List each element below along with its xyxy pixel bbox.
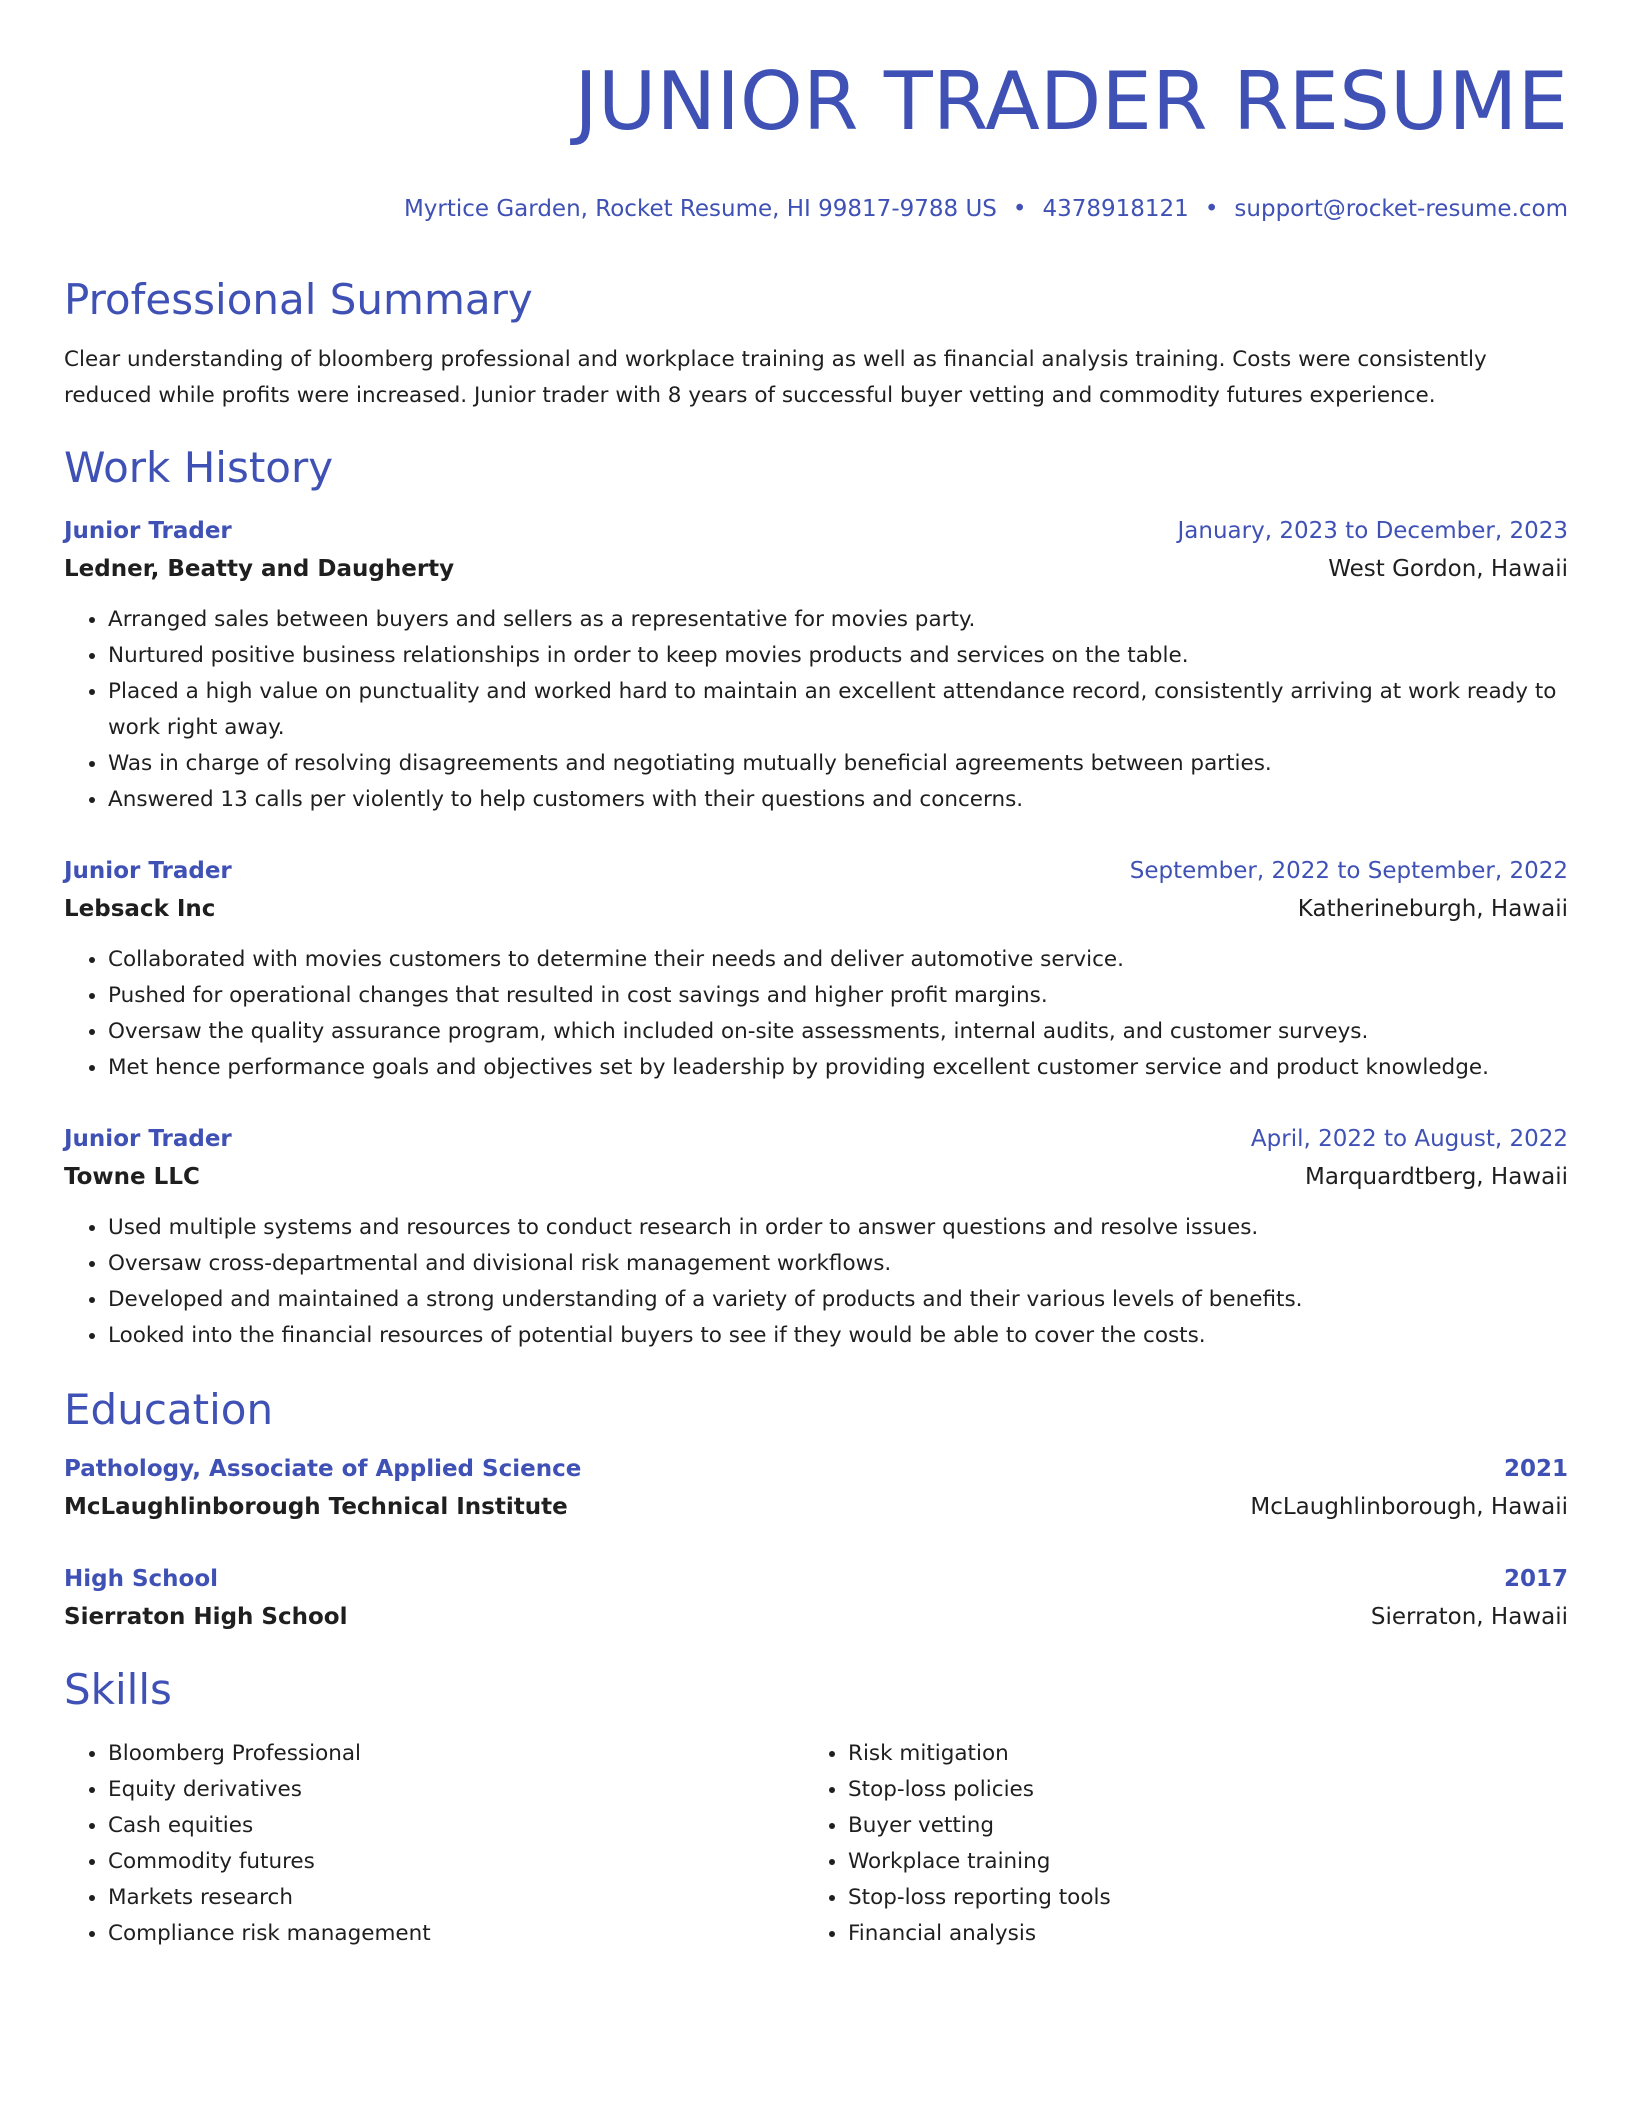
job-bullet: • Used multiple systems and resources to conduct research in order to answer questions and resolve issues.: [108, 1210, 1568, 1246]
job-bullet: • Pushed for operational changes that resulted in cost savings and higher profit margins.: [108, 978, 1568, 1014]
job-location: Marquardtberg, Hawaii: [1304, 1164, 1568, 1190]
education-degree-row: [64, 1560, 1568, 1598]
job-bullets: [64, 1210, 1568, 1354]
education-year: 2021: [1503, 1456, 1568, 1482]
skill-item: • Cash equities: [108, 1808, 804, 1844]
contact-separator: •: [1204, 196, 1219, 222]
summary-heading: Professional Summary: [64, 275, 533, 324]
job-bullet: • Was in charge of resolving disagreements and negotiating mutually beneficial agreements between parties.: [108, 746, 1568, 782]
education-school-row: [64, 1598, 1568, 1636]
skill-item: • Stop-loss reporting tools: [848, 1880, 1544, 1916]
job-bullet: • Collaborated with movies customers to determine their needs and deliver automotive service.: [108, 942, 1568, 978]
job-bullet: • Arranged sales between buyers and sellers as a representative for movies party.: [108, 602, 1568, 638]
job-bullet: • Placed a high value on punctuality and worked hard to maintain an excellent attendance record, consistently arriving at work ready to work right away.: [108, 674, 1568, 746]
skill-item: • Markets research: [108, 1880, 804, 1916]
education-school: McLaughlinborough Technical Institute: [64, 1494, 568, 1520]
skill-item: • Equity derivatives: [108, 1772, 804, 1808]
education-degree: High School: [64, 1566, 219, 1592]
skill-item: • Bloomberg Professional: [108, 1736, 804, 1772]
resume-title: JUNIOR TRADER RESUME: [574, 55, 1568, 148]
contact-separator: •: [1012, 196, 1027, 222]
education-heading: Education: [64, 1385, 274, 1434]
job-title-row: [64, 852, 1568, 890]
contact-address: Myrtice Garden, Rocket Resume, HI 99817-9788 US: [403, 196, 997, 222]
skills-column-left: [64, 1736, 804, 1952]
skill-item: • Compliance risk management: [108, 1916, 804, 1952]
job-location: Katherineburgh, Hawaii: [1297, 896, 1568, 922]
skills-list: [64, 1736, 1568, 1952]
job-company-row: [64, 890, 1568, 928]
job-bullet: • Looked into the financial resources of potential buyers to see if they would be able to cover the costs.: [108, 1318, 1568, 1354]
education-school: Sierraton High School: [64, 1604, 348, 1630]
job-bullet: • Met hence performance goals and objectives set by leadership by providing excellent customer service and product knowledge.: [108, 1050, 1568, 1086]
job-company-row: [64, 1158, 1568, 1196]
job-title-row: [64, 512, 1568, 550]
job-bullet: • Answered 13 calls per violently to help customers with their questions and concerns.: [108, 782, 1568, 818]
job-dates: January, 2023 to December, 2023: [1177, 518, 1568, 544]
education-entry: [64, 1450, 1568, 1526]
skill-item: • Financial analysis: [848, 1916, 1544, 1952]
summary-text: Clear understanding of bloomberg professional and workplace training as well as financial analysis training. Costs were consistently reduced while profits were increased. Junior trader with 8 years of successful buyer vetting and commodity futures experience.: [64, 347, 1487, 408]
job-bullets: [64, 942, 1568, 1086]
education-location: Sierraton, Hawaii: [1370, 1604, 1568, 1630]
education-degree-row: [64, 1450, 1568, 1488]
job-role: Junior Trader: [64, 1126, 232, 1152]
education-year: 2017: [1503, 1566, 1568, 1592]
skill-item: • Risk mitigation: [848, 1736, 1544, 1772]
job-title-row: [64, 1120, 1568, 1158]
job-entry: [64, 512, 1568, 818]
education-degree: Pathology, Associate of Applied Science: [64, 1456, 582, 1482]
job-role: Junior Trader: [64, 858, 232, 884]
skill-item: • Stop-loss policies: [848, 1772, 1544, 1808]
resume-header: [64, 0, 1568, 224]
job-company: Ledner, Beatty and Daugherty: [64, 556, 455, 582]
skill-item: • Commodity futures: [108, 1844, 804, 1880]
education-school-row: [64, 1488, 1568, 1526]
job-entry: [64, 852, 1568, 1086]
job-bullet: • Oversaw the quality assurance program, which included on-site assessments, internal audits, and customer surveys.: [108, 1014, 1568, 1050]
job-dates: September, 2022 to September, 2022: [1129, 858, 1568, 884]
job-location: West Gordon, Hawaii: [1328, 556, 1568, 582]
education-location: McLaughlinborough, Hawaii: [1250, 1494, 1568, 1520]
job-company: Towne LLC: [64, 1164, 200, 1190]
job-role: Junior Trader: [64, 518, 232, 544]
skills-heading: Skills: [64, 1665, 172, 1714]
contact-phone: 4378918121: [1042, 196, 1189, 222]
skill-item: • Buyer vetting: [848, 1808, 1544, 1844]
work-history-heading: Work History: [64, 443, 334, 492]
job-company: Lebsack Inc: [64, 896, 216, 922]
skills-column-right: [804, 1736, 1544, 1952]
skill-item: • Workplace training: [848, 1844, 1544, 1880]
job-company-row: [64, 550, 1568, 588]
contact-email[interactable]: support@rocket-resume.com: [1234, 196, 1568, 222]
job-bullet: • Oversaw cross-departmental and divisional risk management workflows.: [108, 1246, 1568, 1282]
job-bullets: [64, 602, 1568, 818]
contact-line: [64, 194, 1568, 224]
job-dates: April, 2022 to August, 2022: [1250, 1126, 1568, 1152]
job-bullet: • Developed and maintained a strong understanding of a variety of products and their various levels of benefits.: [108, 1282, 1568, 1318]
job-entry: [64, 1120, 1568, 1354]
education-entry: [64, 1560, 1568, 1636]
job-bullet: • Nurtured positive business relationships in order to keep movies products and services on the table.: [108, 638, 1568, 674]
